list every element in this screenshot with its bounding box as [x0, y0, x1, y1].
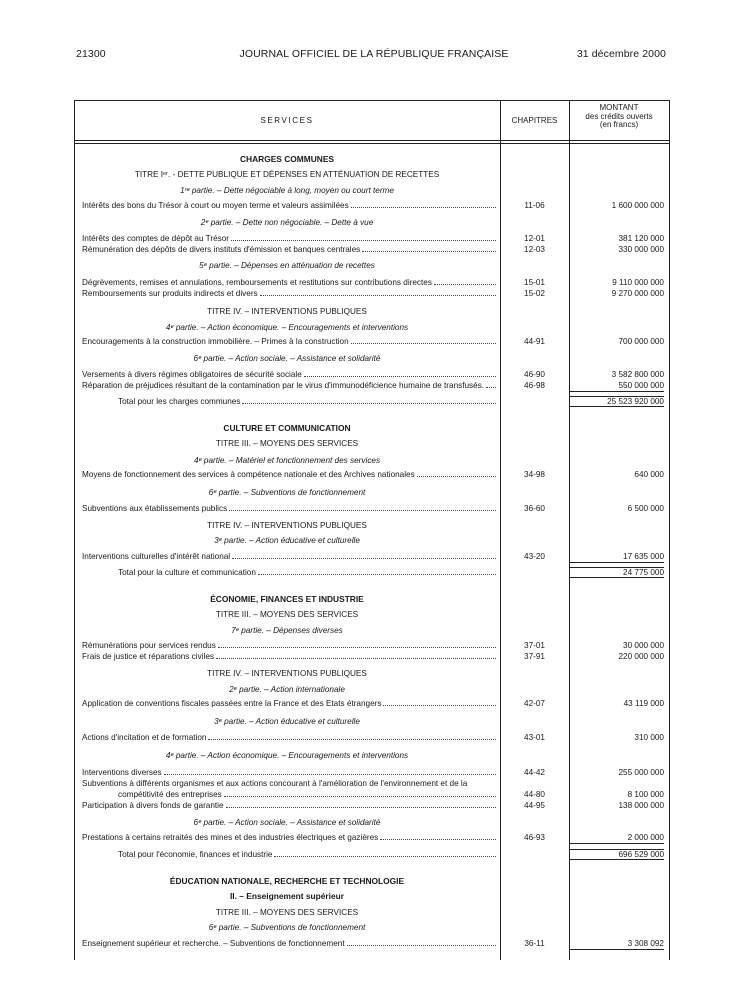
table-row: [74, 185, 670, 196]
column-header-chapitres: CHAPITRES: [511, 116, 558, 125]
label-text: Dégrèvements, remises et annulations, remboursements et restitutions sur contributions directes: [82, 278, 432, 287]
table-row: [74, 169, 670, 180]
section-heading: ÉCONOMIE, FINANCES ET INDUSTRIE: [210, 594, 364, 604]
table-row: [74, 551, 670, 562]
titre-heading: TITRE III. – MOYENS DES SERVICES: [215, 908, 359, 917]
table-row: [74, 200, 670, 211]
titre-heading: TITRE IV. – INTERVENTIONS PUBLIQUES: [207, 669, 367, 678]
credit-amount: 6 500 000: [627, 504, 664, 513]
dot-leader: [304, 369, 496, 377]
table-row: [74, 891, 670, 902]
table-row: [74, 750, 670, 761]
label-text: Frais de justice et réparations civiles: [82, 652, 214, 661]
credit-amount: 30 000 000: [623, 641, 664, 650]
service-label: [82, 551, 496, 562]
total-amount: 24 775 000: [569, 567, 664, 578]
table-row: [74, 716, 670, 727]
table-row: [74, 369, 670, 380]
titre-heading: TITRE III. – MOYENS DES SERVICES: [215, 610, 359, 619]
dot-leader: [351, 336, 496, 344]
credit-amount: 3 308 092: [569, 938, 664, 950]
partie-heading: 5ᵉ partie. – Dépenses en atténuation de recettes: [199, 261, 375, 270]
dot-leader: [383, 698, 496, 706]
service-label: [82, 640, 496, 651]
partie-heading: 3ᵉ partie. – Action éducative et culturelle: [214, 536, 360, 545]
service-label: [82, 698, 496, 709]
partie-heading: 2ᵉ partie. – Dette non négociable. – Dette à vue: [200, 218, 374, 227]
credit-amount: 700 000 000: [618, 337, 664, 346]
chapter-number: 46-90: [524, 370, 545, 379]
table-row: [74, 244, 670, 255]
table-row: [74, 380, 670, 391]
label-text: Versements à divers régimes obligatoires de sécurité sociale: [82, 370, 302, 379]
label-text: Enseignement supérieur et recherche. – Subventions de fonctionnement: [82, 939, 345, 948]
chapter-number: 44-91: [524, 337, 545, 346]
dot-leader: [164, 767, 496, 775]
table-row: [74, 640, 670, 651]
chapter-number: 37-01: [524, 641, 545, 650]
table-row: [74, 907, 670, 918]
label-text: Rémunération des dépôts de divers instituts d'émission et banques centrales: [82, 245, 361, 254]
table-row: [74, 353, 670, 364]
label-text: Interventions culturelles d'intérêt national: [82, 552, 231, 561]
service-label: [82, 277, 496, 288]
label-text: Actions d'incitation et de formation: [82, 733, 207, 742]
table-row: [74, 732, 670, 743]
credit-amount: 3 582 800 000: [611, 370, 664, 379]
table-row: [74, 260, 670, 271]
table-row: [74, 594, 670, 605]
chapter-number: 15-01: [524, 278, 545, 287]
table-row: [74, 817, 670, 828]
chapter-number: 11-06: [524, 201, 545, 210]
column-header-services: SERVICES: [260, 116, 314, 125]
service-label: [82, 732, 496, 743]
service-label: [82, 244, 496, 255]
chapter-number: 15-02: [524, 289, 545, 298]
partie-heading: 4ᵉ partie. – Action économique. – Encouragements et interventions: [165, 323, 409, 332]
partie-heading: 3ᵉ partie. – Action éducative et culturelle: [214, 717, 360, 726]
table-row: [74, 520, 670, 531]
dot-leader: [231, 233, 496, 241]
partie-heading: 6ᵉ partie. – Action sociale. – Assistance et solidarité: [193, 818, 381, 827]
label-text: Remboursements sur produits indirects et divers: [82, 289, 258, 298]
table-row: [74, 469, 670, 480]
chapter-number: 12-03: [524, 245, 545, 254]
chapter-number: 36-60: [524, 504, 545, 513]
service-label: [82, 469, 496, 480]
chapter-number: 36-11: [524, 939, 545, 948]
table-row: [74, 336, 670, 347]
label-text: Rémunérations pour services rendus: [82, 641, 216, 650]
label-text: Application de conventions fiscales passées entre la France et des Etats étrangers: [82, 699, 382, 708]
chapter-number: 42-07: [524, 699, 545, 708]
credit-amount: 255 000 000: [618, 768, 664, 777]
chapter-number: 43-01: [524, 733, 545, 742]
credit-amount: 2 000 000: [569, 832, 664, 844]
service-label: [82, 767, 496, 778]
dot-leader: [208, 732, 496, 740]
dot-leader: [232, 551, 496, 559]
partie-heading: 4ᵉ partie. – Matériel et fonctionnement des services: [193, 456, 381, 465]
credit-amount: 17 635 000: [569, 551, 664, 563]
service-label: [82, 800, 496, 811]
label-text: Intérêts des bons du Trésor à court ou moyen terme et valeurs assimilées: [82, 201, 349, 210]
service-label: [82, 651, 496, 662]
chapter-number: 44-80: [524, 790, 545, 799]
label-text: Interventions diverses: [82, 768, 162, 777]
table-row: [74, 668, 670, 679]
table-row: [74, 438, 670, 449]
table-row: [74, 535, 670, 546]
header-rule-double: [74, 143, 669, 144]
table-row: [74, 455, 670, 466]
chapter-number: 46-98: [524, 381, 545, 390]
table-row: [74, 277, 670, 288]
credit-amount: 43 119 000: [623, 699, 664, 708]
table-row: [74, 217, 670, 228]
table-row: [74, 698, 670, 709]
titre-heading: TITRE Iᵉʳ. - DETTE PUBLIQUE ET DÉPENSES EN ATTÉNUATION DE RECETTES: [134, 170, 440, 179]
table-row: [74, 832, 670, 843]
dot-leader: [486, 380, 496, 388]
label-text: Encouragements à la construction immobilière. – Primes à la construction: [82, 337, 349, 346]
label-text: compétitivité des entreprises: [118, 790, 222, 799]
service-label: [82, 200, 496, 211]
label-text: Total pour la culture et communication: [118, 568, 256, 577]
total-amount: 25 523 920 000: [569, 396, 664, 407]
dot-leader: [274, 849, 496, 857]
credits-table: [74, 100, 670, 960]
credit-amount: 138 000 000: [618, 801, 664, 810]
partie-heading: 6ᵉ partie. – Subventions de fonctionnement: [208, 488, 366, 497]
montant-header-line2: des crédits ouverts: [585, 111, 653, 121]
chapter-number: 43-20: [524, 552, 545, 561]
section-heading: CULTURE ET COMMUNICATION: [223, 423, 351, 433]
credit-amount: 381 120 000: [618, 234, 664, 243]
titre-heading: TITRE IV. – INTERVENTIONS PUBLIQUES: [207, 307, 367, 316]
partie-heading: 1ʳᵉ partie. – Dette négociable à long, moyen ou court terme: [180, 186, 394, 195]
header-rule: [74, 140, 669, 141]
service-label: [82, 503, 496, 514]
table-row: [74, 423, 670, 434]
dot-leader: [242, 396, 496, 404]
montant-header-line3: (en francs): [599, 120, 639, 129]
table-border-top: [74, 100, 669, 101]
total-label: [118, 396, 496, 407]
table-row: [74, 322, 670, 333]
credit-amount: 9 270 000 000: [611, 289, 664, 298]
section-heading: CHARGES COMMUNES: [240, 154, 334, 164]
dot-leader: [216, 651, 496, 659]
service-label: [82, 380, 496, 391]
credit-amount: 310 000: [634, 733, 664, 742]
table-row: [74, 288, 670, 299]
chapter-number: 44-95: [524, 801, 545, 810]
dot-leader: [224, 789, 496, 797]
partie-heading: 6ᵉ partie. – Subventions de fonctionnement: [208, 923, 366, 932]
service-label: [82, 832, 496, 843]
table-row: [74, 625, 670, 636]
dot-leader: [351, 200, 496, 208]
dot-leader: [229, 503, 496, 511]
label-text: Subventions aux établissements publics: [82, 504, 228, 513]
table-row: [74, 789, 670, 800]
table-row: [74, 609, 670, 620]
label-text: Réparation de préjudices résultant de la contamination par le virus d'immunodéficience humaine de transfusés.: [82, 381, 485, 390]
label-text: Moyens de fonctionnement des services à compétence nationale et des Archives nationales: [82, 470, 415, 479]
credit-amount: 1 600 000 000: [611, 201, 664, 210]
subsection-heading: II. – Enseignement supérieur: [229, 891, 345, 901]
service-label: Subventions à différents organismes et aux actions concourant à l'amélioration de l'environnement et de la: [82, 779, 468, 788]
credit-amount: 550 000 000: [569, 380, 664, 392]
label-text: Total pour l'économie, finances et industrie: [118, 850, 273, 859]
credit-amount: 9 110 000 000: [612, 278, 664, 287]
journal-title: JOURNAL OFFICIEL DE LA RÉPUBLIQUE FRANÇAISE: [239, 48, 509, 60]
label-text: Intérêts des comptes de dépôt au Trésor: [82, 234, 230, 243]
dot-leader: [226, 800, 496, 808]
dot-leader: [260, 288, 496, 296]
dot-leader: [380, 832, 496, 840]
table-row: [74, 154, 670, 165]
partie-heading: 2ᵉ partie. – Action internationale: [229, 685, 345, 694]
table-row: [74, 306, 670, 317]
table-row: [74, 487, 670, 498]
total-label: [118, 567, 496, 578]
column-header-montant: [569, 104, 669, 130]
table-row: [74, 503, 670, 514]
total-label: [118, 849, 496, 860]
table-row: [74, 922, 670, 933]
table-row: [74, 778, 670, 789]
table-row: [74, 396, 670, 407]
table-row: [74, 938, 670, 949]
dot-leader: [362, 244, 496, 252]
table-row: [74, 849, 670, 860]
montant-header-line1: MONTANT: [599, 103, 639, 112]
credit-amount: 640 000: [634, 470, 664, 479]
table-row: [74, 651, 670, 662]
titre-heading: TITRE III. – MOYENS DES SERVICES: [215, 439, 359, 448]
section-heading: ÉDUCATION NATIONALE, RECHERCHE ET TECHNOLOGIE: [169, 876, 405, 886]
credit-amount: 8 100 000: [627, 790, 664, 799]
dot-leader: [218, 640, 496, 648]
dot-leader: [417, 469, 496, 477]
label-text: Participation à divers fonds de garantie: [82, 801, 224, 810]
issue-date: 31 décembre 2000: [576, 48, 666, 60]
service-label: [82, 336, 496, 347]
label-text: Prestations à certains retraités des mines et des industries électriques et gazières: [82, 833, 379, 842]
page-number: 21300: [76, 48, 106, 60]
service-label: [118, 789, 496, 800]
partie-heading: 6ᵉ partie. – Action sociale. – Assistance et solidarité: [193, 354, 381, 363]
label-text: Total pour les charges communes: [118, 397, 241, 406]
table-row: [74, 767, 670, 778]
total-amount: 696 529 000: [569, 849, 664, 860]
chapter-number: 37-91: [524, 652, 545, 661]
partie-heading: 4ᵉ partie. – Action économique. – Encouragements et interventions: [165, 751, 409, 760]
chapter-number: 44-42: [524, 768, 545, 777]
service-label: [82, 288, 496, 299]
service-label: [82, 233, 496, 244]
table-row: [74, 684, 670, 695]
chapter-number: 34-98: [524, 470, 545, 479]
service-label: [82, 938, 496, 949]
table-row: [74, 800, 670, 811]
table-row: [74, 233, 670, 244]
table-row: [74, 567, 670, 578]
chapter-number: 46-93: [524, 833, 545, 842]
dot-leader: [258, 567, 496, 575]
credit-amount: 330 000 000: [618, 245, 664, 254]
chapter-number: 12-01: [524, 234, 545, 243]
dot-leader: [347, 938, 496, 946]
table-row: [74, 876, 670, 887]
credit-amount: 220 000 000: [618, 652, 664, 661]
service-label: [82, 369, 496, 380]
dot-leader: [434, 277, 496, 285]
titre-heading: TITRE IV. – INTERVENTIONS PUBLIQUES: [207, 521, 367, 530]
partie-heading: 7ᵉ partie. – Dépenses diverses: [231, 626, 343, 635]
